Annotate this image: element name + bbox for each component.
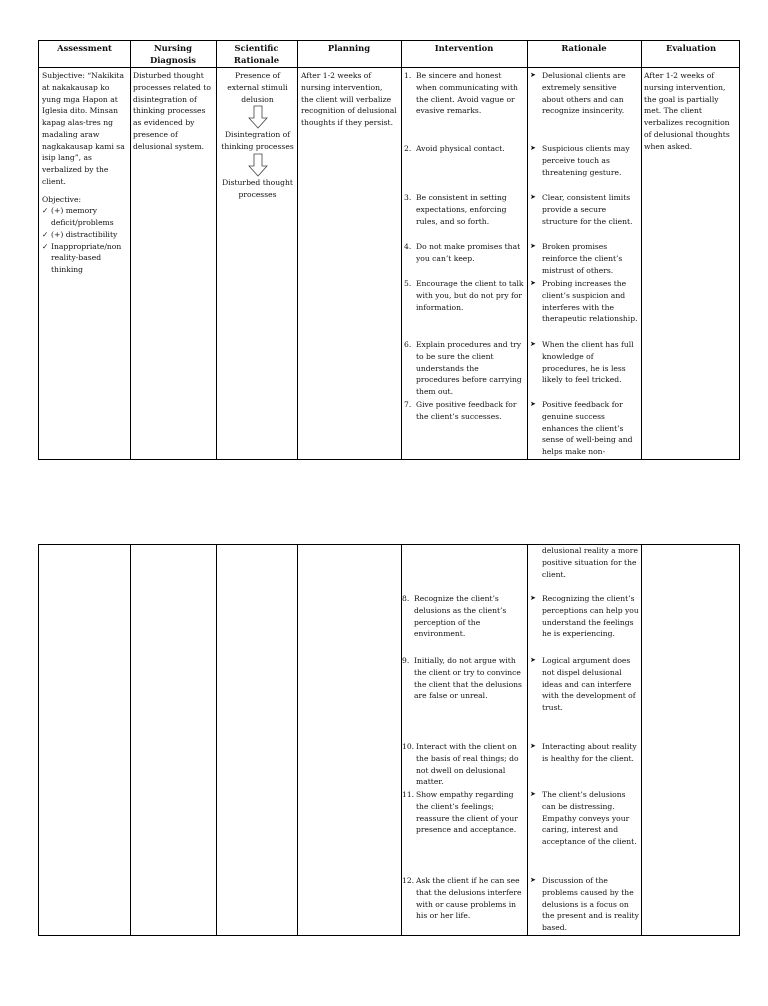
arrow-bullet-icon: ➤ [530, 242, 536, 250]
rationale-item: ➤ The client’s delusions can be distressing. Empathy conveys your caring, interest and acceptance of the client. [530, 790, 637, 847]
check-icon: ✓ [42, 229, 49, 239]
header-rationale: Rationale [561, 43, 607, 53]
arrow-bullet-icon: ➤ [530, 656, 536, 664]
planning-text: After 1-2 weeks of nursing intervention, the client will verbalize recognition of delusional thoughts if they persist. [301, 71, 397, 128]
column-divider [297, 41, 298, 459]
column-divider [130, 545, 131, 935]
arrow-bullet-icon: ➤ [530, 594, 536, 602]
intervention-item: 5. Encourage the client to talk with you, but do not pry for information. [404, 279, 524, 312]
intervention-item: 9. Initially, do not argue with the client or try to convince the client that the delusions are false or unreal. [402, 656, 522, 701]
rationale-item: ➤ Broken promises reinforce the client’s mistrust of others. [530, 242, 623, 275]
arrow-bullet-icon: ➤ [530, 71, 536, 79]
rationale-item: ➤ Logical argument does not dispel delusional ideas and can interfere with the development of trust. [530, 656, 636, 713]
intervention-item: 11. Show empathy regarding the client’s feelings; reassure the client of your presence and acceptance. [402, 790, 518, 835]
column-divider [130, 41, 131, 459]
objective-item: ✓ Inappropriate/non reality-based thinking [42, 241, 122, 275]
rationale-item: ➤ Clear, consistent limits provide a secure structure for the client. [530, 193, 633, 226]
column-divider [641, 545, 642, 935]
rationale-item: ➤ Discussion of the problems caused by the delusions is a focus on the present and is reality based. [530, 876, 639, 933]
header-intervention: Intervention [434, 43, 494, 53]
objective-label: Objective: [42, 194, 82, 204]
header-scientific-rationale: Scientific Rationale [233, 43, 280, 66]
rationale-item: ➤ Delusional clients are extremely sensitive about others and can recognize insincerity. [530, 71, 626, 116]
column-divider [297, 545, 298, 935]
arrow-bullet-icon: ➤ [530, 340, 536, 348]
rationale-continued: delusional reality a more positive situation for the client. [542, 546, 638, 579]
intervention-item: 12. Ask the client if he can see that the delusions interfere with or cause problems in his or her life. [402, 876, 522, 921]
column-divider [216, 545, 217, 935]
intervention-item: 1. Be sincere and honest when communicating with the client. Avoid vague or evasive remarks. [404, 71, 518, 116]
column-divider [641, 41, 642, 459]
intervention-item: 6. Explain procedures and try to be sure the client understands the procedures before carrying them out. [404, 340, 522, 397]
scientific-rationale-cell [219, 70, 296, 200]
arrow-bullet-icon: ➤ [530, 279, 536, 287]
header-nursing-diagnosis: Nursing Diagnosis [149, 43, 196, 66]
intervention-item: 3. Be consistent in setting expectations, enforcing rules, and so forth. [404, 193, 507, 226]
objective-item: ✓ (+) distractibility [42, 229, 118, 239]
scientific-step-2: Disintegration of thinking processes [221, 130, 294, 152]
rationale-item: ➤ Suspicious clients may perceive touch as threatening gesture. [530, 144, 630, 177]
arrow-bullet-icon: ➤ [530, 790, 536, 798]
intervention-item: 7. Give positive feedback for the client’s successes. [404, 400, 517, 421]
header-assessment: Assessment [57, 43, 112, 53]
arrow-bullet-icon: ➤ [530, 876, 536, 884]
check-icon: ✓ [42, 206, 49, 216]
column-divider [216, 41, 217, 459]
rationale-item: ➤ Positive feedback for genuine success enhances the client’s sense of well-being and helps make non- [530, 400, 633, 457]
down-arrow-icon [248, 105, 268, 129]
nursing-diagnosis-text: Disturbed thought processes related to disintegration of thinking processes as evidenced by presence of delusional system. [133, 71, 211, 151]
intervention-item: 4. Do not make promises that you can’t keep. [404, 242, 521, 263]
arrow-bullet-icon: ➤ [530, 193, 536, 201]
column-divider [527, 41, 528, 459]
intervention-item: 8. Recognize the client’s delusions as the client’s perception of the environment. [402, 594, 507, 639]
header-planning: Planning [327, 43, 371, 53]
scientific-step-1: Presence of external stimuli delusion [227, 71, 288, 104]
care-plan-table-page1 [38, 40, 740, 460]
intervention-item: 10. Interact with the client on the basis of real things; do not dwell on delusional matter. [402, 742, 519, 787]
column-divider [401, 41, 402, 459]
assessment-cell [42, 70, 128, 276]
subjective-text: Subjective: “Nakikita at nakakausap ko yung mga Hapon at Iglesia dito. Minsan kapag alas-tres ng madaling araw nagkakausap kami sa isip lang”, as verbalized by the client. [42, 71, 125, 186]
rationale-item: ➤ When the client has full knowledge of procedures, he is less likely to feel tricked. [530, 340, 634, 385]
check-icon: ✓ [42, 241, 49, 251]
scientific-step-3: Disturbed thought processes [222, 177, 293, 199]
header-divider [39, 67, 739, 68]
intervention-item: 2. Avoid physical contact. [404, 144, 505, 153]
rationale-item: ➤ Recognizing the client’s perceptions can help you understand the feelings he is experiencing. [530, 594, 639, 639]
evaluation-text: After 1-2 weeks of nursing intervention, the goal is partially met. The client verbalizes recognition of delusional thoughts when asked. [644, 71, 730, 151]
header-evaluation: Evaluation [665, 43, 717, 53]
arrow-bullet-icon: ➤ [530, 144, 536, 152]
rationale-item: ➤ Interacting about reality is healthy for the client. [530, 742, 637, 763]
care-plan-table-page2 [38, 544, 740, 936]
rationale-item: ➤ Probing increases the client’s suspicion and interferes with the therapeutic relationship. [530, 279, 638, 324]
arrow-bullet-icon: ➤ [530, 400, 536, 408]
arrow-bullet-icon: ➤ [530, 742, 536, 750]
column-divider [527, 545, 528, 935]
down-arrow-icon [248, 153, 268, 177]
objective-item: ✓ (+) memory deficit/problems [42, 206, 114, 228]
